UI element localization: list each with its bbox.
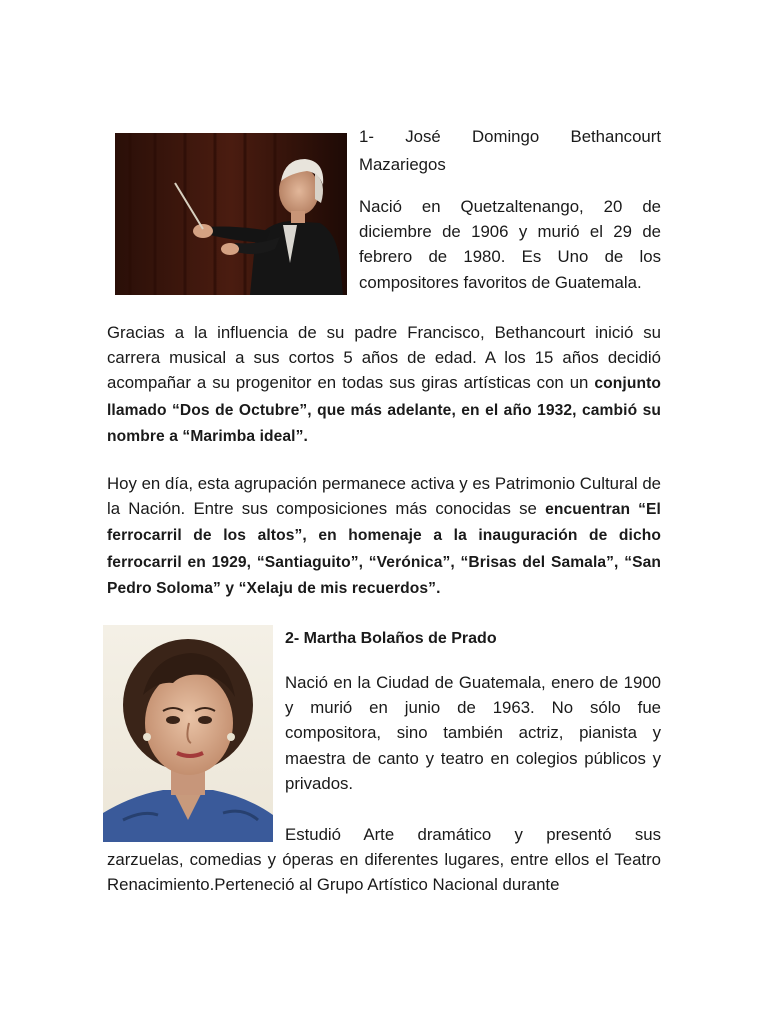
conductor-photo — [115, 133, 347, 295]
composer-1-name: 1- José Domingo Bethancourt — [359, 127, 661, 146]
composer-2-bio: Nació en la Ciudad de Guatemala, enero de 1900 y murió en junio de 1963. No sólo fue compositora, sino también actriz, pianista y maestra de canto y teatro en colegios públicos y privados. — [285, 673, 661, 793]
martha-bolanos-portrait — [103, 625, 273, 842]
composer-1-career-paragraph — [107, 320, 661, 449]
composer-1-bio: Nació en Quetzaltenango, 20 de diciembre de 1906 y murió el 29 de febrero de 1980. Es Uno de los compositores favoritos de Guatemala. — [359, 197, 661, 292]
career-text-regular: Gracias a la influencia de su padre Francisco, Bethancourt inició su carrera musical a sus cortos 5 años de edad. A los 15 años decidió acompañar a su progenitor en todas sus giras artísticas con un — [107, 323, 661, 393]
composer-1-heading — [359, 124, 661, 149]
career-text-bold: conjunto llamado “Dos de Octubre”, que más adelante, en el año 1932, cambió su nombre a “Marimba ideal”. — [107, 375, 661, 445]
legacy-text-regular: Hoy en día, esta agrupación permanece activa y es Patrimonio Cultural de la Nación. Entre sus composiciones más conocidas se — [107, 474, 661, 519]
composer-1-surname-text: Mazariegos — [359, 155, 446, 174]
composer-2-heading: 2- Martha Bolaños de Prado — [285, 630, 497, 647]
career-2-rest: zarzuelas, comedias y óperas en diferentes lugares, entre ellos el Teatro Renacimiento.Perteneció al Grupo Artístico Nacional durante — [107, 850, 661, 895]
legacy-text-bold: encuentran “El ferrocarril de los altos”, en homenaje a la inauguración de dicho ferrocarril en 1929, “Santiaguito”, “Verónica”, “Brisas del Samala”, “San Pedro Soloma” y “Xelaju de mis recuerdos”. — [107, 501, 661, 597]
career-2-first-line: Estudió Arte dramático y presentó sus — [285, 825, 661, 844]
composer-1-legacy-paragraph — [107, 471, 661, 601]
composer-2-career-paragraph — [107, 822, 661, 898]
composer-1-surname — [359, 152, 661, 177]
